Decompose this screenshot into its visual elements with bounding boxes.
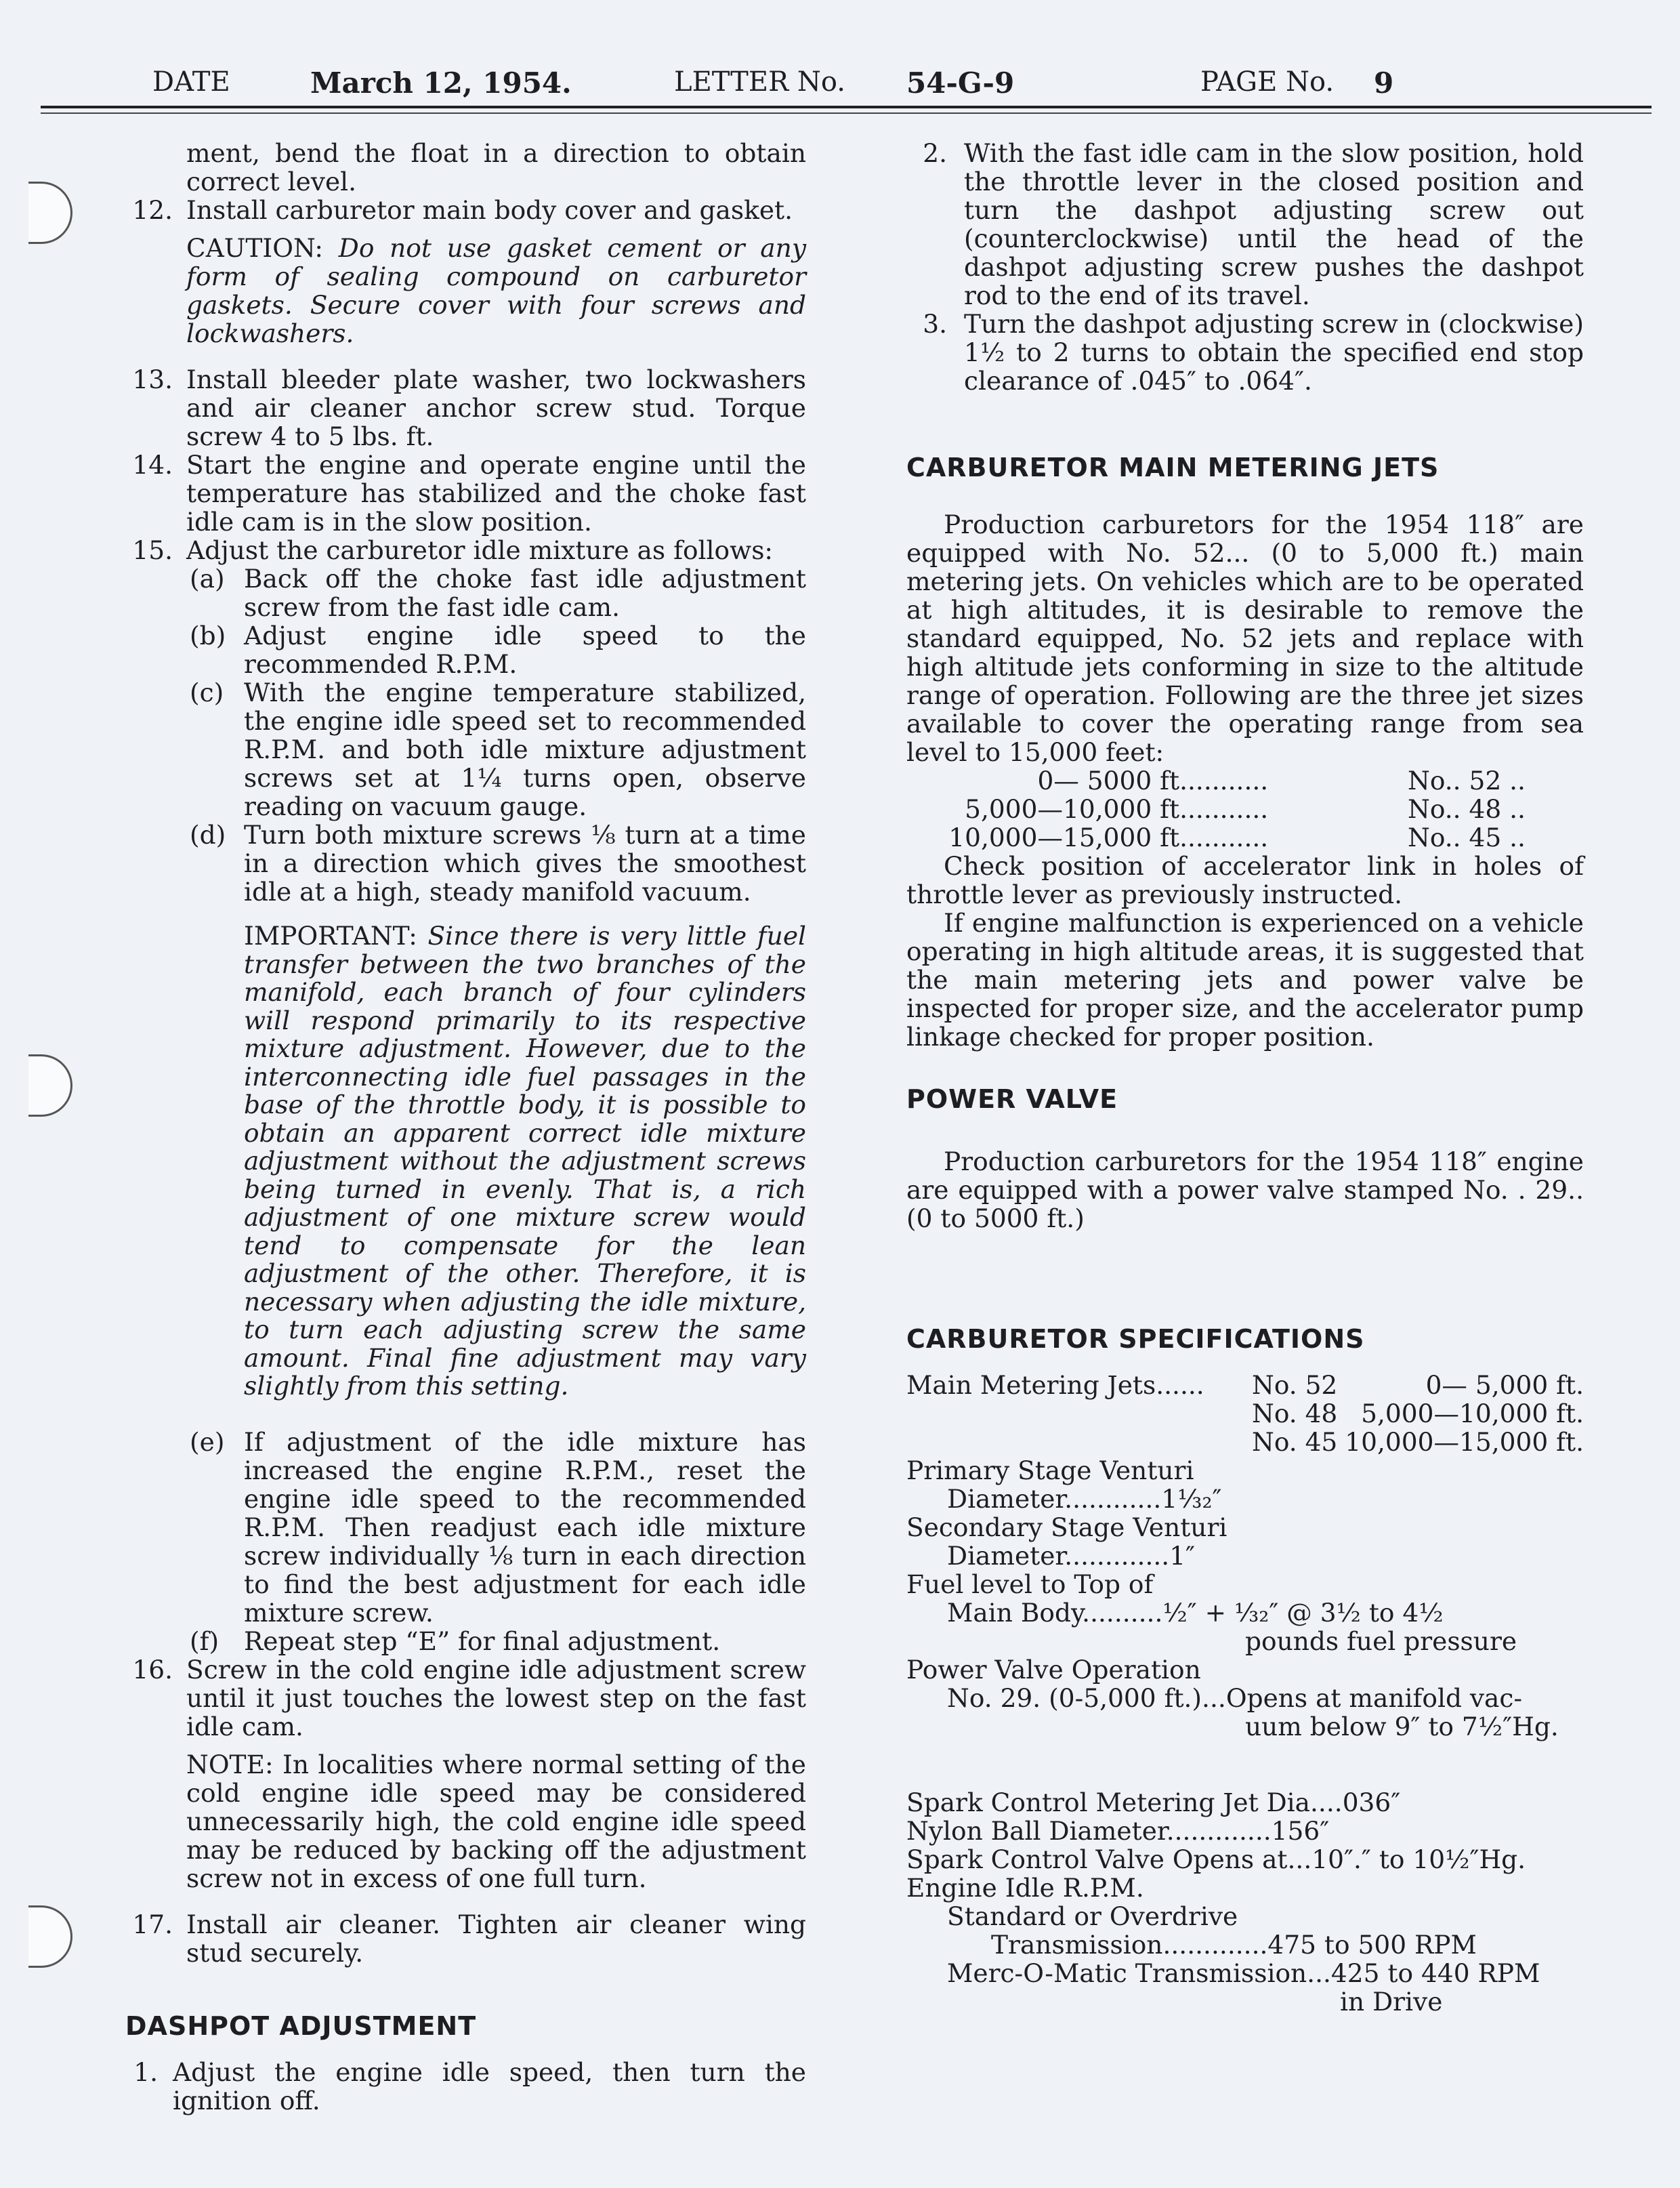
- power-valve-paragraph: Production carburetors for the 1954 118″ engine are equipped with a power valve stamped No. . 29.. (0 to 5000 ft.): [906, 1147, 1584, 1233]
- malfunction-paragraph: If engine malfunction is experienced on a vehicle operating in high altitude areas, it is suggested that the main metering jets and power valve be inspected for proper size, and the accelerator pump linkage checked for proper position.: [906, 908, 1584, 1052]
- continued-text: ment, bend the float in a direction to obtain correct level.: [186, 138, 806, 197]
- step-14: 14. Start the engine and operate engine until the temperature has stabilized and the choke fast idle cam is in the slow position.: [132, 450, 806, 537]
- dashpot-step-1: 1. Adjust the engine idle speed, then turn the ignition off.: [133, 2057, 806, 2115]
- binder-hole: [28, 182, 72, 244]
- binder-hole: [28, 1905, 72, 1968]
- spec-secondary-venturi: Secondary Stage Venturi: [906, 1512, 1227, 1542]
- step-15: 15. Adjust the carburetor idle mixture as follows:: [132, 535, 774, 565]
- spec-idle-rpm: Engine Idle R.P.M.: [906, 1873, 1144, 1903]
- spec-main-jets: No. 48 5,000—10,000 ft.: [1252, 1399, 1584, 1428]
- date-label: DATE: [152, 66, 230, 98]
- step-15f: (f) Repeat step “E” for final adjustment.: [190, 1626, 721, 1656]
- caution-note: CAUTION: Do not use gasket cement or any form of sealing compound on carburetor gaskets. Secure cover with four screws and lockwashers.: [186, 233, 807, 348]
- step-17: 17. Install air cleaner. Tighten air cleaner wing stud securely.: [132, 1909, 806, 1968]
- date-value: March 12, 1954.: [310, 66, 572, 100]
- cold-idle-note: NOTE: In localities where normal setting of the cold engine idle speed may be considered unnecessarily high, the cold engine idle speed may be reduced by backing off the adjustment screw not in excess of one full turn.: [186, 1749, 806, 1893]
- dashpot-heading: DASHPOT ADJUSTMENT: [125, 2010, 477, 2041]
- step-15a: (a) Back off the choke fast idle adjustment screw from the fast idle cam.: [190, 564, 806, 622]
- step-15e: (e) If adjustment of the idle mixture has increased the engine R.P.M., reset the engine idle speed to the recommended R.P.M. Then readjust each idle mixture screw individually ⅛ turn in each direction to find the best adjustment for each idle mixture screw.: [190, 1426, 806, 1628]
- spec-main-body: Main Body..........½″ + ¹⁄₃₂″ @ 3½ to 4½: [947, 1598, 1444, 1628]
- jet-row: 5,000—10,000 ft. .......... No.. 48 ..: [965, 794, 1526, 824]
- step-15c: (c) With the engine temperature stabilized, the engine idle speed set to recommended R.P.M. and both idle mixture adjustment screws set at 1¼ turns open, observe reading on vacuum gauge.: [190, 678, 806, 821]
- step-16: 16. Screw in the cold engine idle adjustment screw until it just touches the lowest step on the fast idle cam.: [132, 1654, 806, 1741]
- spec-spark-jet: Spark Control Metering Jet Dia....036″: [906, 1788, 1401, 1817]
- spec-idle-standard: Standard or Overdrive: [947, 1901, 1238, 1931]
- spec-main-jets: No. 45 10,000—15,000 ft.: [1252, 1427, 1584, 1457]
- header-rule: [41, 106, 1652, 108]
- letter-value: 54-G-9: [906, 66, 1015, 100]
- check-paragraph: Check position of accelerator link in holes of throttle lever as previously instructed.: [906, 851, 1584, 909]
- jet-size-table: [906, 766, 1584, 852]
- spec-power-valve-vacuum: uum below 9″ to 7½″Hg.: [1245, 1712, 1559, 1741]
- spec-fuel-level: Fuel level to Top of: [906, 1569, 1154, 1599]
- spec-fuel-pressure: pounds fuel pressure: [1245, 1626, 1517, 1656]
- spec-idle-mercomatic: Merc-O-Matic Transmission...425 to 440 RPM: [947, 1958, 1540, 1988]
- spec-idle-drive: in Drive: [1340, 1987, 1443, 2017]
- header-rule-thin: [41, 112, 1652, 114]
- step-15d: (d) Turn both mixture screws ⅛ turn at a time in a direction which gives the smoothest idle at a high, steady manifold vacuum.: [190, 820, 806, 907]
- jets-paragraph: Production carburetors for the 1954 118″ are equipped with No. 52... (0 to 5,000 ft.) main metering jets. On vehicles which are to be operated at high altitudes, it is desirable to remove the standard equipped, No. 52 jets and replace with high altitude jets conforming in size to the altitude range of operation. Following are the three jet sizes available to cover the operating range from sea level to 15,000 feet:: [906, 510, 1584, 767]
- spec-main-jets: Main Metering Jets...... No. 52 0— 5,000 ft.: [906, 1370, 1584, 1400]
- dashpot-step-2: 2. With the fast idle cam in the slow position, hold the throttle lever in the closed position and turn the dashpot adjusting screw out (counterclockwise) until the head of the dashpot adjusting screw pushes the dashpot rod to the end of its travel.: [923, 138, 1584, 310]
- page-value: 9: [1374, 66, 1394, 100]
- jets-heading: CARBURETOR MAIN METERING JETS: [906, 453, 1440, 482]
- left-column: [125, 139, 806, 2115]
- step-12: 12. Install carburetor main body cover and gasket.: [132, 195, 793, 225]
- right-column: [906, 139, 1584, 2016]
- spec-primary-diameter: Diameter............1¹⁄₃₂″: [947, 1484, 1222, 1514]
- jet-row: 0— 5000 ft. .......... No.. 52 ..: [1037, 766, 1526, 796]
- letter-label: LETTER No.: [674, 66, 845, 98]
- step-13: 13. Install bleeder plate washer, two lockwashers and air cleaner anchor screw stud. Torque screw 4 to 5 lbs. ft.: [132, 365, 806, 451]
- jet-row: 10,000—15,000 ft. .......... No.. 45 ..: [948, 823, 1526, 852]
- specifications-list: [906, 1371, 1584, 2016]
- power-valve-heading: POWER VALVE: [906, 1084, 1118, 1114]
- binder-hole: [28, 1054, 72, 1117]
- page-label: PAGE No.: [1200, 66, 1335, 98]
- page-header: [41, 66, 1639, 104]
- spec-nylon-ball: Nylon Ball Diameter.............156″: [906, 1816, 1330, 1846]
- spec-spark-valve: Spark Control Valve Opens at...10″.″ to 10½″Hg.: [906, 1844, 1526, 1874]
- specifications-heading: CARBURETOR SPECIFICATIONS: [906, 1324, 1365, 1354]
- spec-power-valve: Power Valve Operation: [906, 1655, 1201, 1685]
- spec-secondary-diameter: Diameter.............1″: [947, 1541, 1196, 1571]
- step-15b: (b) Adjust engine idle speed to the recommended R.P.M.: [190, 621, 806, 679]
- important-note: IMPORTANT: Since there is very little fuel transfer between the two branches of the manifold, each branch of four cylinders will respond primarily to its respective mixture adjustment. However, due to the interconnecting idle fuel passages in the base of the throttle body, it is possible to obtain an apparent correct idle mixture adjustment without the adjustment screws being turned in evenly. That is, a rich adjustment of one mixture screw would tend to compensate for the lean adjustment of the other. Therefore, it is necessary when adjusting the idle mixture, to turn each adjusting screw the same amount. Final fine adjustment may vary slightly from this setting.: [244, 921, 807, 1401]
- spec-primary-venturi: Primary Stage Venturi: [906, 1456, 1194, 1485]
- spec-idle-transmission: Transmission.............475 to 500 RPM: [991, 1930, 1477, 1960]
- dashpot-step-3: 3. Turn the dashpot adjusting screw in (clockwise) 1½ to 2 turns to obtain the specified end stop clearance of .045″ to .064″.: [923, 309, 1584, 396]
- spec-power-valve-opens: No. 29. (0-5,000 ft.)...Opens at manifold vac-: [947, 1683, 1523, 1713]
